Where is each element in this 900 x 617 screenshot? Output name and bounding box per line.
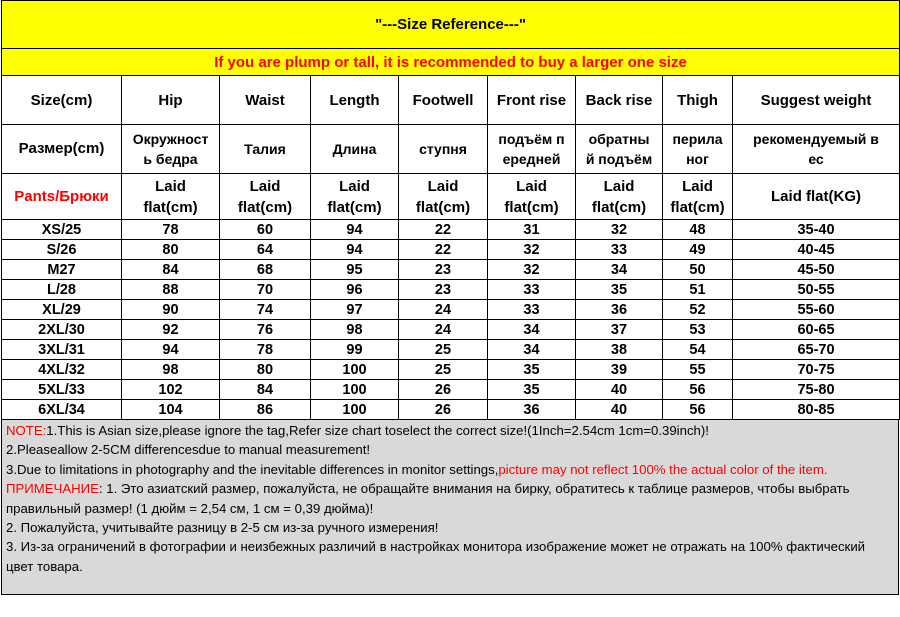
note-prefix: NOTE:: [6, 423, 47, 438]
size-warning: If you are plump or tall, it is recommended to buy a larger one size: [2, 49, 900, 76]
measure-cell: 65-70: [733, 340, 900, 360]
measure-cell: 98: [122, 360, 220, 380]
measure-cell: 70: [220, 280, 311, 300]
measure-cell: 24: [399, 320, 488, 340]
note-ru-1: [6, 479, 894, 518]
size-row: [2, 320, 900, 340]
measure-cell: 94: [122, 340, 220, 360]
note-3-red: picture may not reflect 100% the actual color of the item.: [498, 461, 828, 477]
header-cell-russian: рекомендуемый в ес: [733, 125, 900, 174]
size-label-cell: 3XL/31: [2, 340, 122, 360]
chart-title: "---Size Reference---": [2, 1, 900, 49]
measure-cell: 35: [576, 280, 663, 300]
header-cell-russian: Размер(cm): [2, 125, 122, 174]
size-rows: [2, 220, 900, 420]
measure-cell: 54: [663, 340, 733, 360]
measure-cell: 22: [399, 220, 488, 240]
measure-cell: 97: [311, 300, 399, 320]
unit-cell: Laid flat(KG): [733, 174, 900, 220]
measure-cell: 50-55: [733, 280, 900, 300]
measure-cell: 40: [576, 400, 663, 420]
header-cell-russian: Талия: [220, 125, 311, 174]
measure-cell: 31: [488, 220, 576, 240]
measure-cell: 32: [488, 240, 576, 260]
measure-cell: 64: [220, 240, 311, 260]
measure-cell: 33: [488, 300, 576, 320]
size-row: [2, 220, 900, 240]
measure-cell: 56: [663, 380, 733, 400]
header-cell: Front rise: [488, 76, 576, 125]
measure-cell: 60-65: [733, 320, 900, 340]
measure-cell: 51: [663, 280, 733, 300]
measure-cell: 84: [220, 380, 311, 400]
measure-cell: 90: [122, 300, 220, 320]
measure-cell: 22: [399, 240, 488, 260]
unit-cell: Laid flat(cm): [311, 174, 399, 220]
size-row: [2, 400, 900, 420]
measure-cell: 37: [576, 320, 663, 340]
size-row: [2, 380, 900, 400]
measure-cell: 74: [220, 300, 311, 320]
measure-cell: 45-50: [733, 260, 900, 280]
header-row-russian: [2, 125, 900, 174]
note-1: [6, 421, 894, 440]
unit-cell: Laid flat(cm): [576, 174, 663, 220]
note-ru-prefix: ПРИМЕЧАНИЕ: [6, 481, 99, 497]
measure-cell: 53: [663, 320, 733, 340]
measure-cell: 34: [488, 320, 576, 340]
measure-cell: 80: [122, 240, 220, 260]
unit-cell: Laid flat(cm): [122, 174, 220, 220]
size-label-cell: M27: [2, 260, 122, 280]
unit-row: [2, 174, 900, 220]
size-row: [2, 240, 900, 260]
size-table: [1, 0, 900, 420]
measure-cell: 39: [576, 360, 663, 380]
measure-cell: 104: [122, 400, 220, 420]
measure-cell: 36: [488, 400, 576, 420]
size-label-cell: L/28: [2, 280, 122, 300]
measure-cell: 34: [488, 340, 576, 360]
measure-cell: 26: [399, 400, 488, 420]
measure-cell: 33: [488, 280, 576, 300]
header-cell: Size(cm): [2, 76, 122, 125]
header-cell: Length: [311, 76, 399, 125]
measure-cell: 50: [663, 260, 733, 280]
measure-cell: 84: [122, 260, 220, 280]
header-cell: Hip: [122, 76, 220, 125]
header-cell-russian: Длина: [311, 125, 399, 174]
header-cell: Footwell: [399, 76, 488, 125]
measure-cell: 25: [399, 340, 488, 360]
note-ru-2: 2. Пожалуйста, учитывайте разницу в 2-5 см из-за ручного измерения!: [6, 520, 439, 536]
size-row: [2, 300, 900, 320]
measure-cell: 94: [311, 240, 399, 260]
size-row: [2, 360, 900, 380]
measure-cell: 100: [311, 400, 399, 420]
measure-cell: 76: [220, 320, 311, 340]
measure-cell: 35: [488, 360, 576, 380]
measure-cell: 49: [663, 240, 733, 260]
note-ru-1-text: : 1. Это азиатский размер, пожалуйста, не обращайте внимания на бирку, обратитесь к таблице размеров, чтобы выбрать правильный размер! (1 дюйм = 2,54 см, 1 см = 0,39 дюйма)!: [6, 481, 850, 516]
measure-cell: 24: [399, 300, 488, 320]
size-label-cell: XS/25: [2, 220, 122, 240]
measure-cell: 56: [663, 400, 733, 420]
notes-panel: [1, 420, 899, 595]
measure-cell: 94: [311, 220, 399, 240]
measure-cell: 92: [122, 320, 220, 340]
measure-cell: 96: [311, 280, 399, 300]
size-label-cell: XL/29: [2, 300, 122, 320]
measure-cell: 78: [122, 220, 220, 240]
measure-cell: 55: [663, 360, 733, 380]
measure-cell: 88: [122, 280, 220, 300]
unit-cell: Laid flat(cm): [663, 174, 733, 220]
measure-cell: 38: [576, 340, 663, 360]
unit-cell: Laid flat(cm): [220, 174, 311, 220]
measure-cell: 40: [576, 380, 663, 400]
size-row: [2, 340, 900, 360]
size-label-cell: 6XL/34: [2, 400, 122, 420]
header-cell-russian: обратны й подъём: [576, 125, 663, 174]
header-cell-russian: Окружност ь бедра: [122, 125, 220, 174]
note-2: 2.Pleaseallow 2-5CM differencesdue to manual measurement!: [6, 442, 371, 458]
header-row: [2, 76, 900, 125]
unit-cell: Laid flat(cm): [488, 174, 576, 220]
measure-cell: 100: [311, 360, 399, 380]
measure-cell: 35-40: [733, 220, 900, 240]
header-cell: Suggest weight: [733, 76, 900, 125]
header-cell-russian: ступня: [399, 125, 488, 174]
measure-cell: 80-85: [733, 400, 900, 420]
measure-cell: 40-45: [733, 240, 900, 260]
measure-cell: 36: [576, 300, 663, 320]
measure-cell: 25: [399, 360, 488, 380]
measure-cell: 80: [220, 360, 311, 380]
measure-cell: 86: [220, 400, 311, 420]
header-cell: Back rise: [576, 76, 663, 125]
measure-cell: 95: [311, 260, 399, 280]
measure-cell: 32: [576, 220, 663, 240]
measure-cell: 23: [399, 280, 488, 300]
header-cell-russian: подъём п ередней: [488, 125, 576, 174]
note-3: [6, 460, 894, 479]
size-label-cell: S/26: [2, 240, 122, 260]
measure-cell: 68: [220, 260, 311, 280]
measure-cell: 75-80: [733, 380, 900, 400]
pants-label: Pants/Брюки: [2, 174, 122, 220]
size-label-cell: 4XL/32: [2, 360, 122, 380]
note-1-text: 1.This is Asian size,please ignore the tag,Refer size chart toselect the correct size!(1Inch=2.54cm 1cm=0.39inch)!: [46, 423, 709, 438]
size-row: [2, 280, 900, 300]
unit-cell: Laid flat(cm): [399, 174, 488, 220]
measure-cell: 102: [122, 380, 220, 400]
measure-cell: 55-60: [733, 300, 900, 320]
note-ru-3: 3. Из-за ограничений в фотографии и неизбежных различий в настройках монитора изображение может не отражать на 100% фактический цвет товара.: [6, 539, 866, 574]
size-label-cell: 2XL/30: [2, 320, 122, 340]
measure-cell: 70-75: [733, 360, 900, 380]
measure-cell: 100: [311, 380, 399, 400]
measure-cell: 33: [576, 240, 663, 260]
header-cell-russian: перила ног: [663, 125, 733, 174]
size-chart: [1, 0, 899, 595]
measure-cell: 32: [488, 260, 576, 280]
measure-cell: 34: [576, 260, 663, 280]
measure-cell: 99: [311, 340, 399, 360]
measure-cell: 48: [663, 220, 733, 240]
measure-cell: 78: [220, 340, 311, 360]
size-row: [2, 260, 900, 280]
measure-cell: 98: [311, 320, 399, 340]
header-cell: Thigh: [663, 76, 733, 125]
header-cell: Waist: [220, 76, 311, 125]
note-3-text: 3.Due to limitations in photography and the inevitable differences in monitor settings,: [6, 461, 499, 477]
measure-cell: 26: [399, 380, 488, 400]
measure-cell: 35: [488, 380, 576, 400]
measure-cell: 52: [663, 300, 733, 320]
measure-cell: 60: [220, 220, 311, 240]
size-label-cell: 5XL/33: [2, 380, 122, 400]
measure-cell: 23: [399, 260, 488, 280]
